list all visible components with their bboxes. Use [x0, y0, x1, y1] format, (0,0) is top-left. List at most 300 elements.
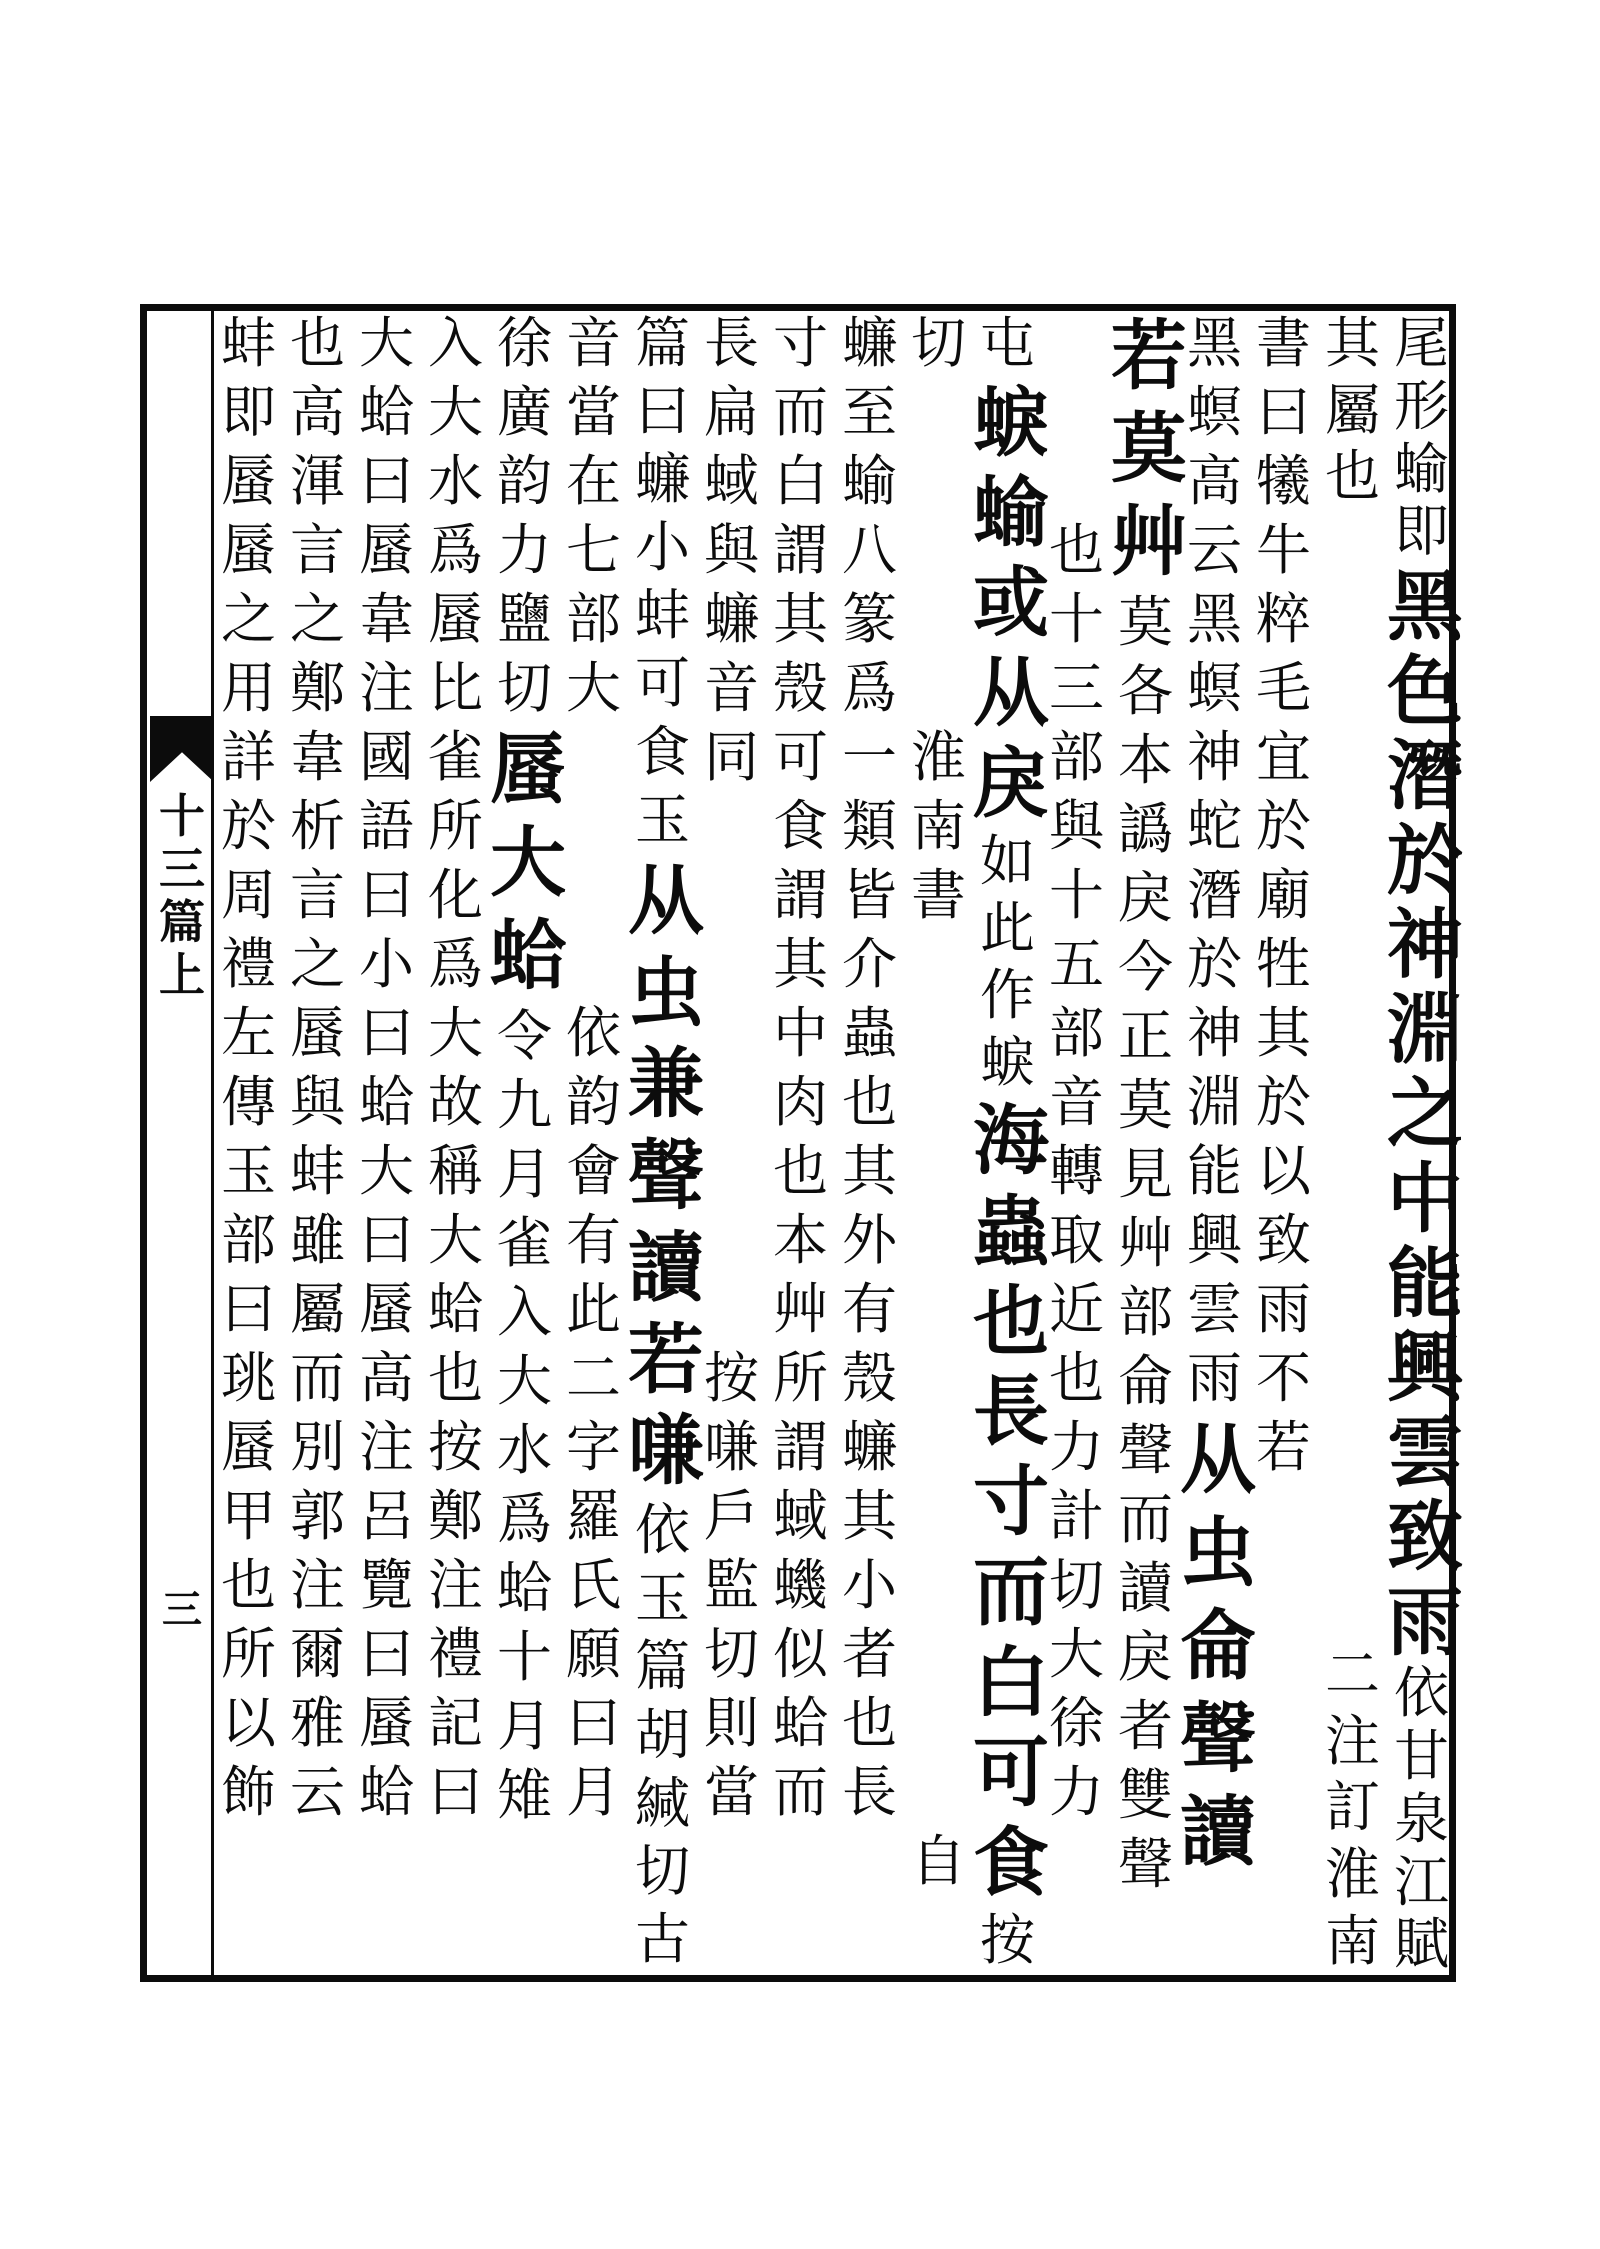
- commentary-char: [1318, 643, 1387, 710]
- commentary-char: 神: [1186, 1001, 1242, 1065]
- main-text-char: 从: [1180, 1415, 1256, 1504]
- commentary-char: 所: [772, 1346, 828, 1410]
- commentary-char: 七: [565, 518, 621, 582]
- commentary-char: [1318, 709, 1387, 776]
- commentary-char: 有: [565, 1208, 621, 1272]
- commentary-char: 其: [772, 587, 828, 651]
- commentary-char: 艸: [772, 1277, 828, 1341]
- commentary-char: [1042, 310, 1111, 379]
- commentary-char: 尾: [1393, 311, 1449, 375]
- commentary-char: [904, 931, 973, 1000]
- commentary-char: 也: [1048, 518, 1104, 582]
- commentary-char: 蚌: [634, 583, 690, 648]
- commentary-char: 音: [1048, 1070, 1104, 1134]
- commentary-char: 若: [1255, 1415, 1311, 1479]
- commentary-char: 左: [220, 1001, 276, 1065]
- commentary-char: 蠊: [634, 447, 690, 512]
- commentary-char: 部: [1117, 1280, 1173, 1344]
- commentary-char: 雀: [496, 1211, 552, 1275]
- commentary-char: 此: [565, 1277, 621, 1341]
- commentary-char: 蜃: [358, 1691, 414, 1755]
- commentary-char: 十: [1048, 587, 1104, 651]
- commentary-char: 篇: [634, 1634, 690, 1699]
- commentary-char: 聲: [1117, 1418, 1173, 1482]
- commentary-char: 其: [1324, 311, 1380, 375]
- commentary-char: [697, 1000, 766, 1069]
- commentary-char: 曰: [565, 1691, 621, 1755]
- text-column: [1111, 310, 1187, 1974]
- commentary-char: 韵: [496, 449, 552, 513]
- commentary-char: 宜: [1255, 725, 1311, 789]
- commentary-char: 於: [1255, 794, 1311, 858]
- commentary-char: 蠊: [703, 587, 759, 651]
- commentary-char: 部: [220, 1208, 276, 1272]
- commentary-char: 部: [1048, 1001, 1104, 1065]
- commentary-char: 云: [289, 1760, 345, 1824]
- commentary-char: 屬: [1324, 377, 1380, 442]
- commentary-char: 自: [910, 1829, 966, 1893]
- commentary-char: 大: [427, 1001, 483, 1065]
- commentary-char: 之: [289, 587, 345, 651]
- commentary-char: 蜧: [979, 1029, 1035, 1094]
- commentary-char: 言: [289, 518, 345, 582]
- commentary-char: [1318, 843, 1387, 910]
- commentary-char: 淮: [1324, 1841, 1380, 1906]
- commentary-char: 蚌: [220, 311, 276, 375]
- text-column: [1042, 310, 1111, 1974]
- commentary-char: 白: [772, 449, 828, 513]
- commentary-char: 訂: [1324, 1775, 1380, 1840]
- commentary-char: 者: [841, 1622, 897, 1686]
- commentary-char: 能: [1186, 1139, 1242, 1203]
- main-text-char: 致: [1387, 1492, 1463, 1582]
- text-column: [421, 310, 490, 1974]
- commentary-char: 螟: [1186, 656, 1242, 720]
- commentary-char: 高: [289, 380, 345, 444]
- text-column: [904, 310, 973, 1974]
- commentary-char: 其: [841, 1139, 897, 1203]
- commentary-char: 羅: [565, 1484, 621, 1548]
- commentary-char: 爾: [289, 1622, 345, 1686]
- commentary-char: 神: [1186, 725, 1242, 789]
- commentary-char: 水: [496, 1418, 552, 1482]
- main-text-char: 蝓: [973, 468, 1049, 558]
- commentary-char: 入: [496, 1280, 552, 1344]
- commentary-char: 殼: [841, 1346, 897, 1410]
- commentary-char: 粹: [1255, 587, 1311, 651]
- commentary-char: 入: [427, 311, 483, 375]
- commentary-char: 大: [1048, 1622, 1104, 1686]
- commentary-char: 書: [910, 863, 966, 927]
- commentary-char: [697, 931, 766, 1000]
- commentary-char: 十: [496, 1625, 552, 1689]
- commentary-char: 禮: [220, 932, 276, 996]
- text-column: [766, 310, 835, 1974]
- commentary-char: 而: [772, 1760, 828, 1824]
- commentary-char: 二: [1324, 1642, 1380, 1707]
- commentary-char: 監: [703, 1553, 759, 1617]
- main-text-char: 嗛: [628, 1406, 704, 1496]
- commentary-char: 本: [772, 1208, 828, 1272]
- main-text-char: 若: [628, 1314, 704, 1404]
- commentary-char: 蜮: [772, 1484, 828, 1548]
- main-text-char: 讀: [628, 1222, 704, 1312]
- commentary-char: [904, 1690, 973, 1759]
- commentary-char: [697, 1069, 766, 1138]
- commentary-char: 注: [427, 1553, 483, 1617]
- main-text-char: 也: [973, 1276, 1049, 1366]
- commentary-char: 戾: [1117, 866, 1173, 930]
- commentary-char: 莫: [1117, 590, 1173, 654]
- commentary-char: 於: [1186, 932, 1242, 996]
- text-column: [973, 310, 1049, 1974]
- commentary-char: [697, 793, 766, 862]
- commentary-char: [1318, 1042, 1387, 1109]
- commentary-char: 故: [427, 1070, 483, 1134]
- commentary-char: [1042, 379, 1111, 448]
- commentary-char: 在: [565, 449, 621, 513]
- commentary-char: 轉: [1048, 1139, 1104, 1203]
- commentary-char: 胡: [634, 1702, 690, 1767]
- commentary-char: 與: [1048, 794, 1104, 858]
- commentary-char: 依: [1393, 1661, 1449, 1726]
- main-text-char: 莫: [1111, 404, 1187, 493]
- commentary-char: 牛: [1255, 518, 1311, 582]
- commentary-char: 水: [427, 449, 483, 513]
- main-text-char: 海: [973, 1096, 1049, 1186]
- commentary-char: 曰: [358, 449, 414, 513]
- commentary-char: 侖: [1117, 1349, 1173, 1413]
- commentary-char: 也: [1324, 444, 1380, 509]
- commentary-char: 玉: [634, 787, 690, 852]
- commentary-char: 音: [703, 656, 759, 720]
- commentary-char: 蟣: [772, 1553, 828, 1617]
- commentary-char: 曰: [220, 1277, 276, 1341]
- commentary-char: 蜃: [220, 518, 276, 582]
- commentary-char: 切: [1048, 1553, 1104, 1617]
- commentary-char: [559, 862, 628, 931]
- commentary-char: 不: [1255, 1346, 1311, 1410]
- commentary-char: 曰: [1255, 380, 1311, 444]
- commentary-char: 鄭: [289, 656, 345, 720]
- main-text-char: 而: [973, 1547, 1049, 1637]
- margin-title-char: 三: [159, 841, 205, 896]
- commentary-char: 淵: [1186, 1070, 1242, 1134]
- commentary-char: 肉: [772, 1070, 828, 1134]
- commentary-char: 廣: [496, 380, 552, 444]
- commentary-char: 一: [841, 725, 897, 789]
- commentary-char: [1318, 1175, 1387, 1242]
- main-text-char: 食: [973, 1817, 1049, 1907]
- commentary-char: 切: [634, 1838, 690, 1903]
- commentary-char: 食: [772, 794, 828, 858]
- margin-title-char: 篇: [159, 894, 205, 949]
- commentary-char: [904, 1138, 973, 1207]
- commentary-char: [697, 1138, 766, 1207]
- commentary-char: 南: [1324, 1908, 1380, 1973]
- commentary-char: 高: [1186, 449, 1242, 513]
- commentary-char: 用: [220, 656, 276, 720]
- commentary-char: 興: [1186, 1208, 1242, 1272]
- commentary-char: 形: [1393, 373, 1449, 438]
- commentary-char: 蜃: [358, 518, 414, 582]
- commentary-char: 玉: [634, 1566, 690, 1631]
- commentary-char: 今: [1117, 935, 1173, 999]
- commentary-char: 蚌: [289, 1139, 345, 1203]
- commentary-char: 按: [979, 1908, 1035, 1973]
- commentary-char: 蛇: [1186, 794, 1242, 858]
- commentary-char: 曰: [358, 863, 414, 927]
- text-column: [214, 310, 283, 1974]
- commentary-char: 之: [289, 932, 345, 996]
- commentary-char: 比: [427, 656, 483, 720]
- commentary-char: 中: [772, 1001, 828, 1065]
- commentary-char: 古: [634, 1906, 690, 1971]
- commentary-char: 蜃: [220, 1415, 276, 1479]
- commentary-char: 其: [841, 1484, 897, 1548]
- text-column: [1180, 310, 1256, 1974]
- main-text-char: 侖: [1180, 1601, 1256, 1690]
- commentary-char: 莫: [1117, 1073, 1173, 1137]
- commentary-char: 月: [496, 1694, 552, 1758]
- commentary-char: 蛤: [358, 1760, 414, 1824]
- commentary-char: 力: [1048, 1415, 1104, 1479]
- commentary-char: 令: [496, 1004, 552, 1068]
- commentary-char: 淮: [910, 725, 966, 789]
- commentary-char: 蜃: [220, 449, 276, 513]
- main-text-char: 聲: [1180, 1694, 1256, 1783]
- commentary-char: 食: [634, 719, 690, 784]
- commentary-char: [904, 1276, 973, 1345]
- text-column: [559, 310, 628, 1974]
- commentary-char: 十: [1048, 863, 1104, 927]
- commentary-char: 記: [427, 1691, 483, 1755]
- commentary-char: 大: [565, 656, 621, 720]
- main-text-char: 或: [973, 558, 1049, 648]
- main-text-char: 从: [628, 855, 704, 945]
- text-column: [283, 310, 352, 1974]
- commentary-char: 依: [634, 1498, 690, 1563]
- main-text-char: 艸: [1111, 497, 1187, 586]
- main-text-char: 淵: [1387, 984, 1463, 1074]
- commentary-char: 蠊: [841, 1415, 897, 1479]
- commentary-char: 大: [427, 380, 483, 444]
- commentary-char: 雙: [1117, 1763, 1173, 1827]
- commentary-char: 南: [910, 794, 966, 858]
- commentary-char: 寸: [772, 311, 828, 375]
- commentary-char: [1318, 1109, 1387, 1176]
- commentary-char: 者: [1117, 1694, 1173, 1758]
- commentary-char: 蛤: [427, 1277, 483, 1341]
- commentary-char: 稱: [427, 1139, 483, 1203]
- commentary-char: 而: [772, 380, 828, 444]
- commentary-char: 周: [220, 863, 276, 927]
- commentary-char: 江: [1393, 1849, 1449, 1914]
- margin-title-char: 上: [159, 947, 205, 1002]
- commentary-char: 二: [565, 1346, 621, 1410]
- main-text-char: 讀: [1180, 1787, 1256, 1876]
- commentary-char: 謂: [772, 1415, 828, 1479]
- commentary-char: 其: [1255, 1001, 1311, 1065]
- commentary-char: 也: [1048, 1346, 1104, 1410]
- commentary-char: 犧: [1255, 449, 1311, 513]
- commentary-char: 言: [289, 863, 345, 927]
- commentary-char: [904, 1414, 973, 1483]
- commentary-char: 也: [841, 1691, 897, 1755]
- commentary-char: 以: [220, 1691, 276, 1755]
- commentary-char: [697, 862, 766, 931]
- commentary-char: 禮: [427, 1622, 483, 1686]
- main-text-char: 聲: [628, 1131, 704, 1221]
- commentary-char: 同: [703, 725, 759, 789]
- commentary-char: [904, 1207, 973, 1276]
- commentary-char: [1318, 909, 1387, 976]
- commentary-char: 注: [358, 1415, 414, 1479]
- commentary-char: 小: [634, 515, 690, 580]
- commentary-char: 謂: [772, 518, 828, 582]
- main-text-char: 於: [1387, 815, 1463, 905]
- commentary-char: [904, 1000, 973, 1069]
- commentary-char: 則: [703, 1691, 759, 1755]
- commentary-char: 皆: [841, 863, 897, 927]
- commentary-char: 長: [841, 1760, 897, 1824]
- commentary-char: 韋: [358, 587, 414, 651]
- main-text-char: 蛤: [490, 911, 566, 1000]
- commentary-char: [1318, 1242, 1387, 1309]
- commentary-char: [697, 1276, 766, 1345]
- main-text-char: 白: [973, 1637, 1049, 1727]
- commentary-char: 字: [565, 1415, 621, 1479]
- commentary-char: 徐: [1048, 1691, 1104, 1755]
- commentary-char: 即: [220, 380, 276, 444]
- main-text-char: 从: [973, 648, 1049, 738]
- commentary-char: 黑: [1186, 311, 1242, 375]
- commentary-char: 蛤: [358, 380, 414, 444]
- commentary-char: 緘: [634, 1770, 690, 1835]
- commentary-char: 徐: [496, 311, 552, 375]
- commentary-char: 玉: [220, 1139, 276, 1203]
- text-column: [1249, 310, 1318, 1974]
- commentary-char: 外: [841, 1208, 897, 1272]
- text-column: [835, 310, 904, 1974]
- commentary-char: 致: [1255, 1208, 1311, 1272]
- commentary-char: 呂: [358, 1484, 414, 1548]
- page-number-char: 三: [162, 1586, 202, 1633]
- commentary-char: 可: [772, 725, 828, 789]
- commentary-char: 譌: [1117, 797, 1173, 861]
- commentary-char: 五: [1048, 932, 1104, 996]
- main-text-char: 黑: [1387, 562, 1463, 651]
- commentary-char: [904, 1759, 973, 1828]
- commentary-char: 國: [358, 725, 414, 789]
- commentary-char: 之: [220, 587, 276, 651]
- text-column: [490, 310, 566, 1974]
- commentary-char: 扁: [703, 380, 759, 444]
- commentary-char: 三: [1048, 656, 1104, 720]
- commentary-char: 書: [1255, 311, 1311, 375]
- commentary-char: 蛤: [358, 1070, 414, 1134]
- commentary-char: 介: [841, 932, 897, 996]
- commentary-char: [1318, 1508, 1387, 1575]
- commentary-char: 廟: [1255, 863, 1311, 927]
- main-text-char: 蜃: [490, 725, 566, 814]
- commentary-char: 九: [496, 1073, 552, 1137]
- commentary-char: 而: [289, 1346, 345, 1410]
- text-column: [1318, 310, 1387, 1974]
- commentary-char: 大: [358, 311, 414, 375]
- commentary-char: 篇: [634, 311, 690, 375]
- text-column: [628, 310, 704, 1974]
- commentary-char: 也: [289, 311, 345, 375]
- main-text-char: 之: [1387, 1069, 1463, 1159]
- commentary-char: 此: [979, 895, 1035, 960]
- commentary-char: 於: [1255, 1070, 1311, 1134]
- commentary-char: 音: [565, 311, 621, 375]
- commentary-char: 有: [841, 1277, 897, 1341]
- commentary-char: 蟲: [841, 1001, 897, 1065]
- commentary-char: 當: [565, 380, 621, 444]
- commentary-char: [904, 1069, 973, 1138]
- commentary-char: [1318, 776, 1387, 843]
- main-text-char: 雲: [1387, 1407, 1463, 1497]
- commentary-char: 螟: [1186, 380, 1242, 444]
- commentary-char: 讀: [1117, 1556, 1173, 1620]
- commentary-char: 艸: [1117, 1211, 1173, 1275]
- commentary-char: 甲: [220, 1484, 276, 1548]
- commentary-char: 長: [703, 311, 759, 375]
- commentary-char: 戾: [1117, 1625, 1173, 1689]
- commentary-char: 化: [427, 863, 483, 927]
- commentary-char: 云: [1186, 518, 1242, 582]
- commentary-char: 各: [1117, 659, 1173, 723]
- commentary-char: 蛤: [772, 1691, 828, 1755]
- commentary-char: 泉: [1393, 1786, 1449, 1851]
- commentary-char: 可: [634, 651, 690, 716]
- commentary-char: 爲: [841, 656, 897, 720]
- commentary-char: 傳: [220, 1070, 276, 1134]
- main-text-char: 中: [1387, 1153, 1463, 1243]
- commentary-char: 殼: [772, 656, 828, 720]
- main-text-char: 兼: [628, 1039, 704, 1129]
- commentary-char: 雅: [289, 1691, 345, 1755]
- commentary-char: 與: [703, 518, 759, 582]
- commentary-char: 珧: [220, 1346, 276, 1410]
- main-text-char: 潛: [1387, 731, 1463, 821]
- margin-title-char: 十: [159, 789, 205, 843]
- main-text-char: 長: [973, 1367, 1049, 1457]
- main-text-char: 可: [973, 1727, 1049, 1817]
- commentary-char: 力: [1048, 1760, 1104, 1824]
- commentary-char: 雀: [427, 725, 483, 789]
- text-column: [352, 310, 421, 1974]
- commentary-char: 黑: [1186, 587, 1242, 651]
- commentary-char: 賦: [1393, 1912, 1449, 1977]
- text-column: [1387, 310, 1463, 1977]
- commentary-char: 月: [565, 1760, 621, 1824]
- main-text-char: 戾: [973, 738, 1049, 828]
- commentary-char: 爲: [427, 518, 483, 582]
- commentary-char: 渾: [289, 449, 345, 513]
- commentary-char: 謂: [772, 863, 828, 927]
- commentary-char: 高: [358, 1346, 414, 1410]
- text-body: [214, 304, 1463, 1982]
- commentary-char: 屯: [979, 311, 1035, 375]
- main-text-char: 蜧: [973, 377, 1049, 467]
- commentary-char: [904, 1345, 973, 1414]
- commentary-char: 也: [220, 1553, 276, 1617]
- commentary-char: 取: [1048, 1208, 1104, 1272]
- commentary-char: [1318, 1308, 1387, 1375]
